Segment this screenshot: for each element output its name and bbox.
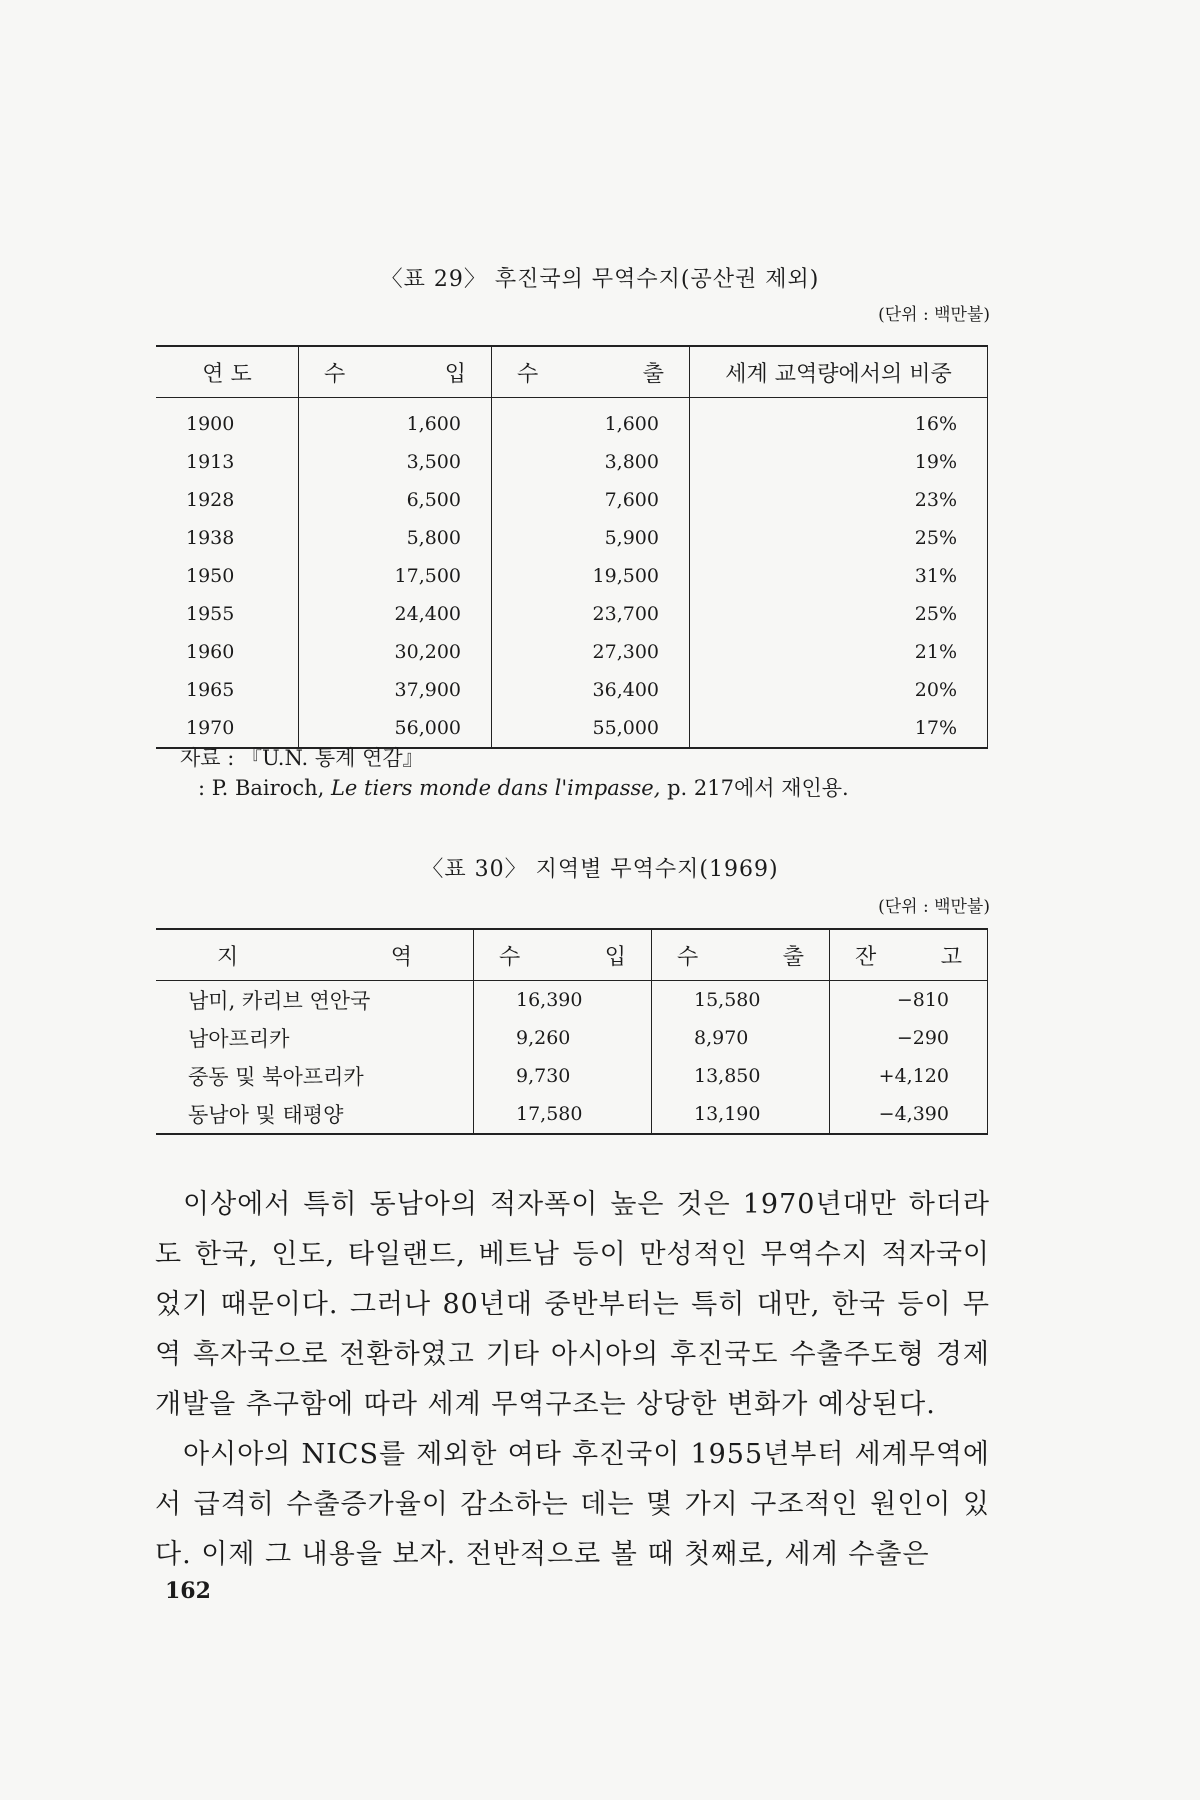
- header-imports: [474, 929, 652, 981]
- cell-exports: 1,600: [492, 398, 690, 444]
- cell-share: 20%: [690, 671, 988, 709]
- header-imports-a: 수: [499, 944, 521, 970]
- cell-balance: −290: [830, 1019, 988, 1057]
- header-exports: [492, 346, 690, 398]
- cell-year: 1950: [186, 565, 235, 587]
- header-share: 세계 교역량에서의 비중: [690, 346, 988, 398]
- cell-share: 21%: [690, 633, 988, 671]
- cell-year: 1913: [186, 451, 235, 473]
- table29-unit: (단위 : 백만불): [878, 305, 990, 325]
- header-balance-b: 고: [940, 944, 962, 970]
- table29-source-line2: [198, 772, 849, 802]
- table-row: [156, 1095, 988, 1134]
- table-row: [156, 633, 988, 671]
- source-prefix: : P. Bairoch,: [198, 776, 331, 800]
- table-row: [156, 1057, 988, 1095]
- body-text: [155, 1180, 990, 1580]
- source-book-title: Le tiers monde dans l'impasse,: [330, 776, 661, 800]
- table29-header-row: [156, 346, 988, 398]
- cell-share: 19%: [690, 443, 988, 481]
- cell-share: 25%: [690, 519, 988, 557]
- header-exports-b: 출: [642, 361, 664, 387]
- body-paragraph-1: 이상에서 특히 동남아의 적자폭이 높은 것은 1970년대만 하더라도 한국, 인도, 타일랜드, 베트남 등이 만성적인 무역수지 적자국이었기 때문이다. 그러나 80년대 중반부터는 특히 대만, 한국 등이 무역 흑자국으로 전환하였고 기타 아시아의 후진국도 수출주도형 경제개발을 추구함에 따라 세계 무역구조는 상당한 변화가 예상된다.: [155, 1189, 990, 1420]
- header-imports-b: 입: [444, 361, 466, 387]
- header-exports-a: 수: [517, 361, 539, 387]
- header-region-b: 역: [390, 944, 412, 970]
- header-imports-b: 입: [604, 944, 626, 970]
- cell-region: 동남아 및 태평양: [188, 1103, 344, 1127]
- cell-exports: 15,580: [652, 981, 830, 1020]
- cell-exports: 55,000: [492, 709, 690, 748]
- table-row: [156, 595, 988, 633]
- cell-region: 남아프리카: [188, 1027, 290, 1051]
- cell-imports: 30,200: [299, 633, 492, 671]
- header-exports-b: 출: [782, 944, 804, 970]
- header-imports-a: 수: [324, 361, 346, 387]
- cell-region: 남미, 카리브 연안국: [188, 989, 371, 1013]
- cell-balance: +4,120: [830, 1057, 988, 1095]
- cell-imports: 5,800: [299, 519, 492, 557]
- cell-exports: 19,500: [492, 557, 690, 595]
- cell-imports: 24,400: [299, 595, 492, 633]
- table30: [156, 928, 988, 1135]
- cell-imports: 17,580: [474, 1095, 652, 1134]
- cell-exports: 8,970: [652, 1019, 830, 1057]
- header-balance: [830, 929, 988, 981]
- cell-imports: 17,500: [299, 557, 492, 595]
- body-paragraph-2: 아시아의 NICS를 제외한 여타 후진국이 1955년부터 세계무역에서 급격히 수출증가율이 감소하는 데는 몇 가지 구조적인 원인이 있다. 이제 그 내용을 보자. 전반적으로 볼 때 첫째로, 세계 수출은: [155, 1439, 990, 1570]
- table29: [156, 345, 988, 749]
- cell-exports: 7,600: [492, 481, 690, 519]
- cell-balance: −4,390: [830, 1095, 988, 1134]
- cell-balance: −810: [830, 981, 988, 1020]
- header-balance-a: 잔: [855, 944, 877, 970]
- page-number: 162: [165, 1578, 211, 1604]
- cell-year: 1955: [186, 603, 235, 625]
- table-row: [156, 1019, 988, 1057]
- cell-imports: 1,600: [299, 398, 492, 444]
- source-suffix: p. 217에서 재인용.: [660, 776, 849, 800]
- cell-exports: 36,400: [492, 671, 690, 709]
- cell-share: 31%: [690, 557, 988, 595]
- cell-imports: 3,500: [299, 443, 492, 481]
- header-year: 연 도: [156, 346, 299, 398]
- cell-exports: 23,700: [492, 595, 690, 633]
- table30-unit: (단위 : 백만불): [878, 897, 990, 917]
- cell-year: 1965: [186, 679, 235, 701]
- cell-exports: 13,850: [652, 1057, 830, 1095]
- cell-exports: 5,900: [492, 519, 690, 557]
- cell-region: 중동 및 북아프리카: [188, 1065, 364, 1089]
- header-region: [156, 929, 474, 981]
- cell-exports: 3,800: [492, 443, 690, 481]
- table-row: [156, 481, 988, 519]
- cell-share: 16%: [690, 398, 988, 444]
- cell-imports: 56,000: [299, 709, 492, 748]
- header-imports: [299, 346, 492, 398]
- table-row: [156, 557, 988, 595]
- cell-imports: 16,390: [474, 981, 652, 1020]
- cell-imports: 37,900: [299, 671, 492, 709]
- table30-header-row: [156, 929, 988, 981]
- table-row: [156, 519, 988, 557]
- table-row: [156, 443, 988, 481]
- cell-share: 25%: [690, 595, 988, 633]
- table30-caption: 〈표 30〉 지역별 무역수지(1969): [421, 857, 779, 882]
- cell-imports: 6,500: [299, 481, 492, 519]
- cell-year: 1960: [186, 641, 235, 663]
- cell-share: 23%: [690, 481, 988, 519]
- cell-imports: 9,260: [474, 1019, 652, 1057]
- table-row: [156, 671, 988, 709]
- table-row: [156, 981, 988, 1020]
- cell-share: 17%: [690, 709, 988, 748]
- table-row: [156, 398, 988, 444]
- cell-year: 1928: [186, 489, 235, 511]
- table29-caption: 〈표 29〉 후진국의 무역수지(공산권 제외): [380, 267, 820, 292]
- header-exports: [652, 929, 830, 981]
- cell-exports: 27,300: [492, 633, 690, 671]
- table29-source-line1: 자료 : 『U.N. 통계 연감』: [180, 746, 424, 770]
- cell-year: 1970: [186, 717, 235, 739]
- header-region-a: 지: [217, 944, 239, 970]
- cell-imports: 9,730: [474, 1057, 652, 1095]
- cell-exports: 13,190: [652, 1095, 830, 1134]
- cell-year: 1938: [186, 527, 235, 549]
- header-exports-a: 수: [677, 944, 699, 970]
- cell-year: 1900: [186, 413, 235, 435]
